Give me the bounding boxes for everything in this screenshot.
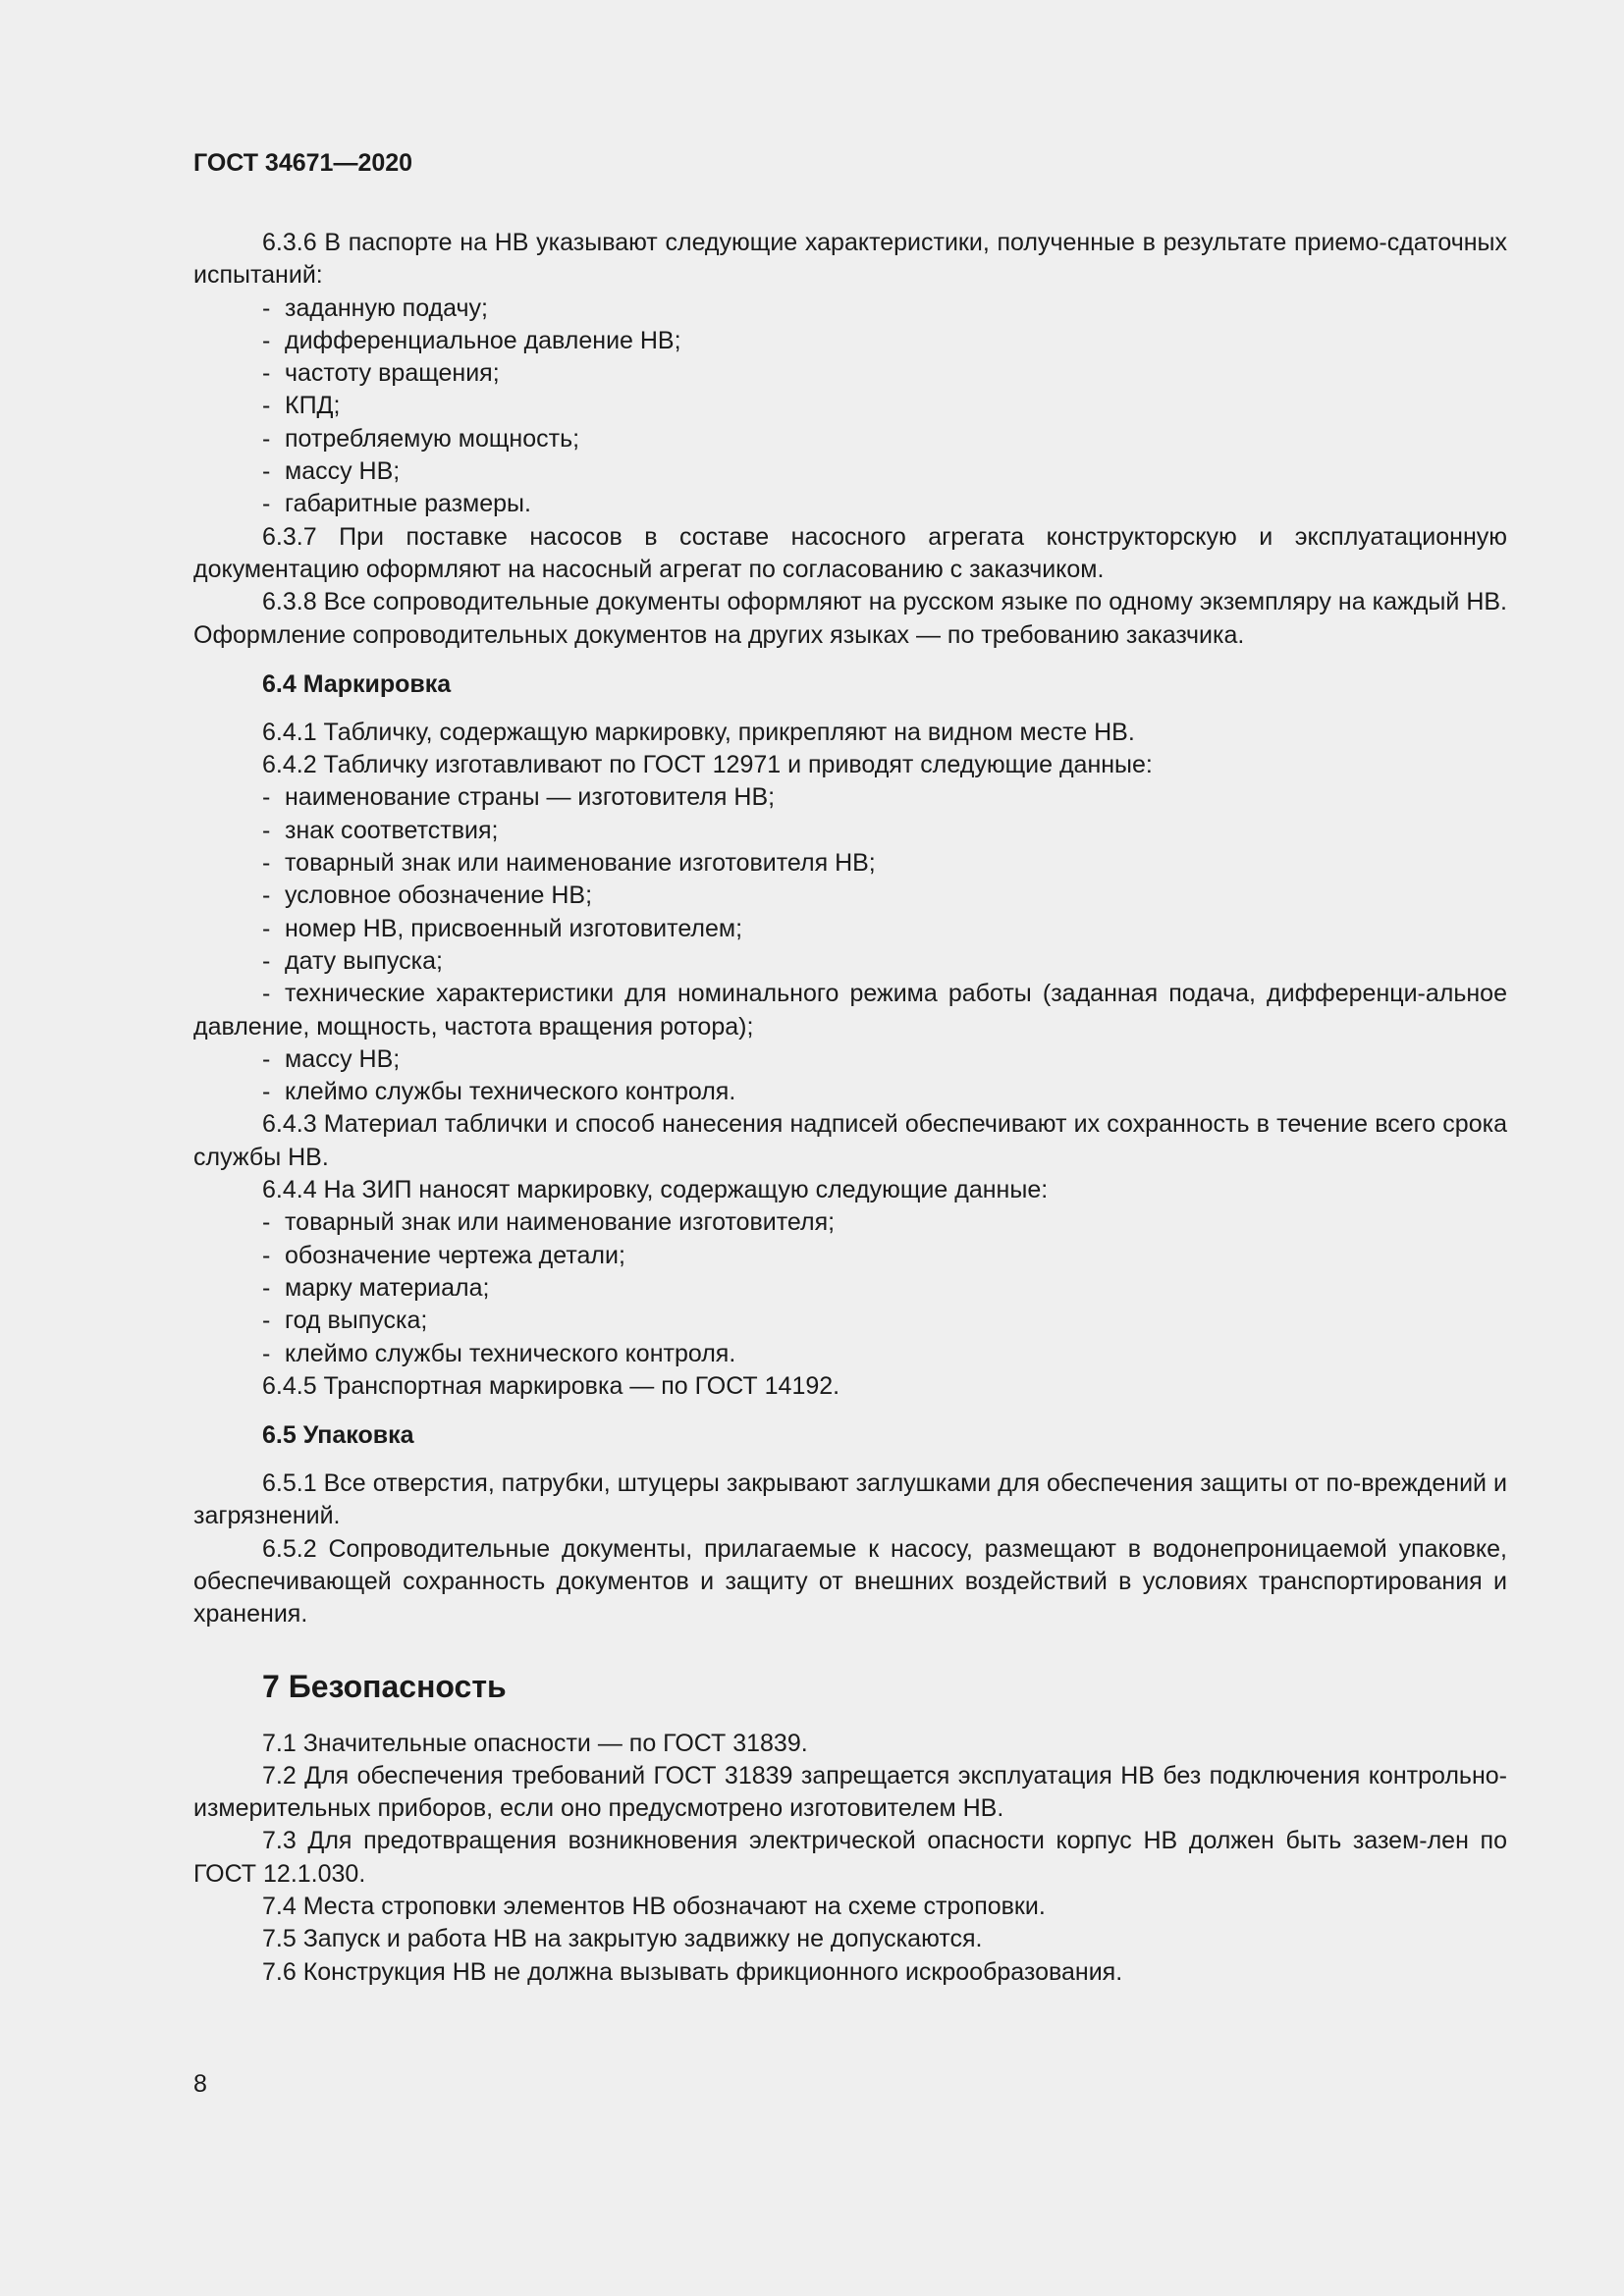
list-item: - дату выпуска; [193,945,1507,978]
paragraph-6-3-8: 6.3.8 Все сопроводительные документы оформляют на русском языке по одному экземпляру на каждый НВ. Оформление сопроводительных документов на других языках — по требованию заказчика. [193,588,1507,649]
list-dash: - [262,946,271,975]
list-dash: - [262,1208,271,1237]
list-item: - номер НВ, присвоенный изготовителем; [193,913,1507,945]
list-dash: - [262,359,271,388]
paragraph-7-4: 7.4 Места строповки элементов НВ обозначают на схеме строповки. [262,1893,1046,1921]
paragraph-6-3-6: 6.3.6 В паспорте на НВ указывают следующие характеристики, полученные в результате приемо-сдаточных испытаний: [193,229,1507,290]
list-item: - габаритные размеры. [193,488,1507,520]
list-item: - обозначение чертежа детали; [193,1240,1507,1272]
list-item: - частоту вращения; [193,357,1507,390]
subsection-heading-6-5: 6.5 Упаковка [262,1421,414,1450]
paragraph-6-4-4: 6.4.4 На ЗИП наносят маркировку, содержащую следующие данные: [262,1176,1049,1204]
list-dash: - [262,914,271,942]
list-item: - наименование страны — изготовителя НВ; [193,781,1507,814]
list-dash: - [262,490,271,518]
paragraph-6-3-7: 6.3.7 При поставке насосов в составе насосного агрегата конструкторскую и эксплуатационную документацию оформляют на насосный агрегат по согласованию с заказчиком. [193,522,1507,583]
list-item: - массу НВ; [193,1043,1507,1076]
list-item: - КПД; [193,390,1507,422]
list-dash: - [262,881,271,910]
list-dash: - [262,1241,271,1269]
list-item: - клеймо службы технического контроля. [193,1338,1507,1370]
page-number: 8 [193,2070,207,2098]
subsection-heading-6-4: 6.4 Маркировка [262,669,452,698]
list-dash: - [262,392,271,420]
paragraph-6-4-1: 6.4.1 Табличку, содержащую маркировку, прикрепляют на видном месте НВ. [262,718,1135,746]
list-item: - товарный знак или наименование изготовителя НВ; [193,847,1507,880]
document-code-header: ГОСТ 34671—2020 [193,149,413,177]
list-item: - год выпуска; [193,1305,1507,1337]
list-dash: - [262,326,271,354]
paragraph-6-4-3: 6.4.3 Материал таблички и способ нанесения надписей обеспечивают их сохранность в течение всего срока службы НВ. [193,1110,1507,1171]
list-item: - марку материала; [193,1272,1507,1305]
list-dash: - [262,849,271,878]
list-dash: - [262,1078,271,1106]
list-item: - потребляемую мощность; [193,423,1507,455]
paragraph-7-2: 7.2 Для обеспечения требований ГОСТ 31839 запрещается эксплуатация НВ без подключения контрольно-измерительных приборов, если оно предусмотрено изготовителем НВ. [193,1761,1507,1823]
list-dash: - [262,457,271,486]
list-item: - товарный знак или наименование изготовителя; [193,1206,1507,1239]
list-item: - заданную подачу; [193,293,1507,325]
list-item: - массу НВ; [193,455,1507,488]
list-item: - клеймо службы технического контроля. [193,1076,1507,1108]
paragraph-7-5: 7.5 Запуск и работа НВ на закрытую задвижку не допускаются. [262,1925,983,1953]
list-dash: - [262,294,271,322]
list-item: - знак соответствия; [193,815,1507,847]
paragraph-7-1: 7.1 Значительные опасности — по ГОСТ 31839. [262,1729,808,1757]
paragraph-7-6: 7.6 Конструкция НВ не должна вызывать фрикционного искрообразования. [262,1957,1123,1986]
paragraph-6-5-2: 6.5.2 Сопроводительные документы, прилагаемые к насосу, размещают в водонепроницаемой упаковке, обеспечивающей сохранность документов и защиту от внешних воздействий в условиях транспортирования и хранения. [193,1534,1507,1629]
list-dash: - [262,1339,271,1367]
list-item: - условное обозначение НВ; [193,880,1507,912]
list-dash: - [262,980,271,1008]
paragraph-6-5-1: 6.5.1 Все отверстия, патрубки, штуцеры закрывают заглушками для обеспечения защиты от по-вреждений и загрязнений. [193,1469,1507,1530]
list-dash: - [262,1307,271,1335]
document-page [193,147,1507,1989]
paragraph-6-4-2: 6.4.2 Табличку изготавливают по ГОСТ 12971 и приводят следующие данные: [262,751,1153,779]
list-dash: - [262,424,271,453]
list-dash: - [262,1044,271,1073]
list-item: - технические характеристики для номинального режима работы (заданная подача, дифференци-альное давление, мощность, частота вращения ротора); [193,980,1507,1041]
list-item: - дифференциальное давление НВ; [193,325,1507,357]
paragraph-6-4-5: 6.4.5 Транспортная маркировка — по ГОСТ 14192. [262,1371,840,1400]
paragraph-7-3: 7.3 Для предотвращения возникновения электрической опасности корпус НВ должен быть зазем-лен по ГОСТ 12.1.030. [193,1827,1507,1888]
section-heading-7: 7 Безопасность [262,1668,507,1704]
list-dash: - [262,1273,271,1302]
list-dash: - [262,816,271,844]
list-dash: - [262,783,271,812]
